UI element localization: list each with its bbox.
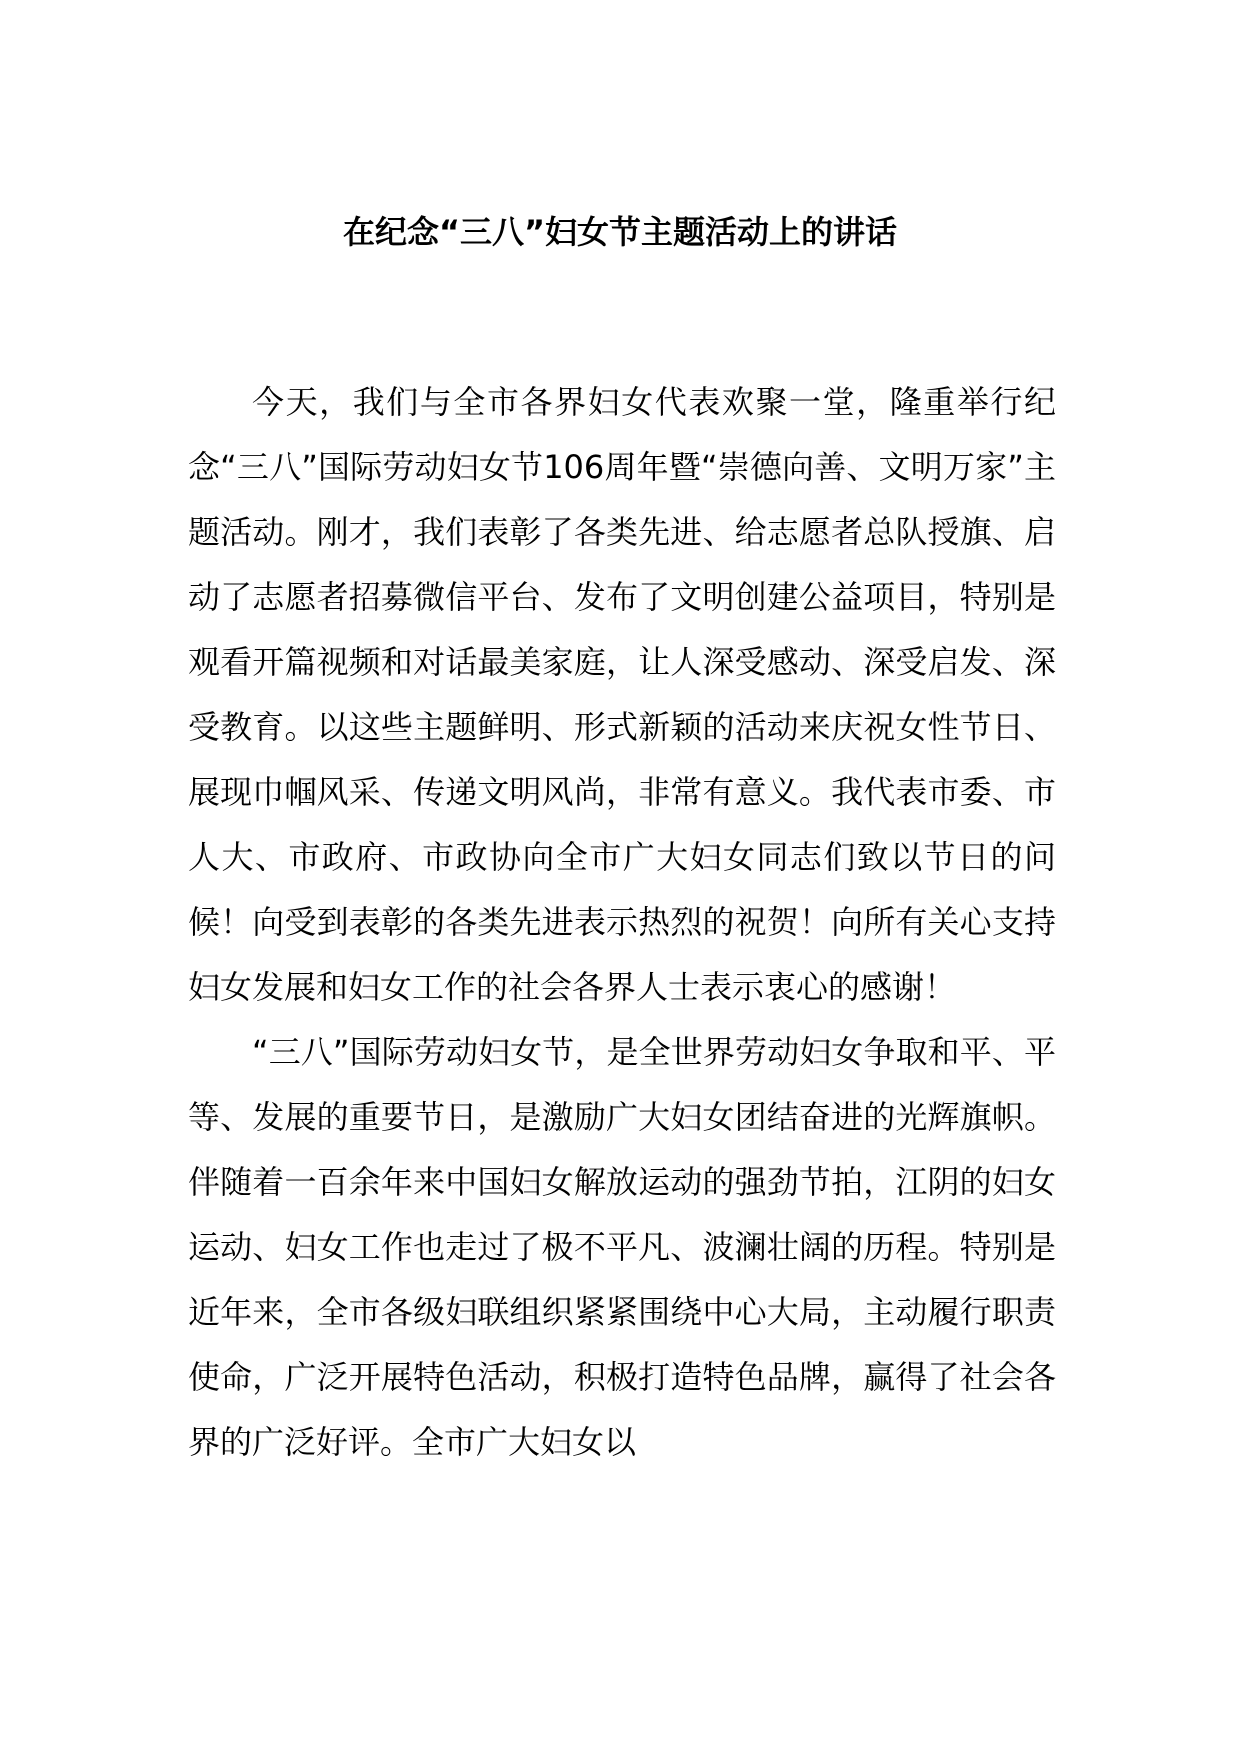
paragraph-1: 今天，我们与全市各界妇女代表欢聚一堂，隆重举行纪念“三八”国际劳动妇女节106周年暨“崇德向善、文明万家”主题活动。刚才，我们表彰了各类先进、给志愿者总队授旗、启动了志愿者招募微信平台、发布了文明创建公益项目，特别是观看开篇视频和对话最美家庭，让人深受感动、深受启发、深受教育。以这些主题鲜明、形式新颖的活动来庆祝女性节日、展现巾帼风采、传递文明风尚，非常有意义。我代表市委、市人大、市政府、市政协向全市广大妇女同志们致以节日的问候！向受到表彰的各类先进表示热烈的祝贺！向所有关心支持妇女发展和妇女工作的社会各界人士表示衷心的感谢！	[188, 383, 1056, 1006]
document-title: 在纪念“三八”妇女节主题活动上的讲话	[342, 213, 898, 251]
paragraph-2: “三八”国际劳动妇女节，是全世界劳动妇女争取和平、平等、发展的重要节日，是激励广大妇女团结奋进的光辉旗帜。伴随着一百余年来中国妇女解放运动的强劲节拍，江阴的妇女运动、妇女工作也走过了极不平凡、波澜壮阔的历程。特别是近年来，全市各级妇联组织紧紧围绕中心大局，主动履行职责使命，广泛开展特色活动，积极打造特色品牌，赢得了社会各界的广泛好评。全市广大妇女以	[188, 1033, 1056, 1461]
document-body	[188, 370, 1056, 1475]
